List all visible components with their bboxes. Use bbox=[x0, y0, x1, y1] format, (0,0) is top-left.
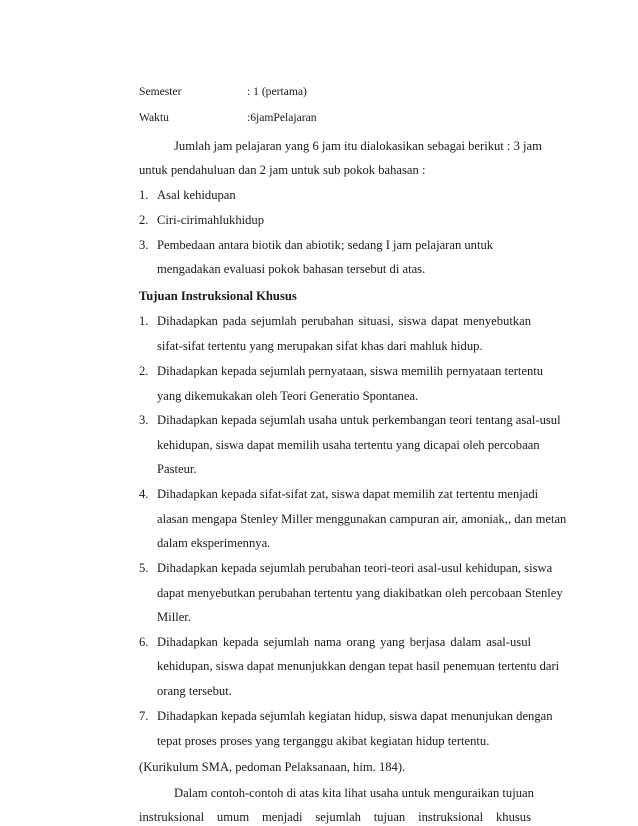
objective-line: Dihadapkan kepada sejumlah perubahan teori-teori asal-usul kehidupan, siswa bbox=[157, 561, 553, 575]
waktu-value: :6jamPelajaran bbox=[247, 111, 317, 124]
objective-number: 4. bbox=[139, 487, 149, 501]
semester-value: : 1 (pertama) bbox=[247, 85, 307, 98]
topic-item: Ciri-cirimahlukhidup bbox=[157, 213, 265, 227]
objective-line: Dihadapkan pada sejumlah perubahan situasi, siswa dapat menyebutkan bbox=[157, 314, 531, 328]
closing-line-2: instruksional umum menjadi sejumlah tujuan instruksional khusus bbox=[139, 810, 531, 824]
objective-number: 5. bbox=[139, 561, 149, 575]
objective-number: 1. bbox=[139, 314, 149, 328]
intro-line-2: untuk pendahuluan dan 2 jam untuk sub pokok bahasan : bbox=[139, 163, 426, 177]
citation: (Kurikulum SMA, pedoman Pelaksanaan, him. 184). bbox=[139, 760, 406, 774]
topic-number: 2. bbox=[139, 213, 149, 227]
objective-line: dapat menyebutkan perubahan tertentu yang diakibatkan oleh percobaan Stenley bbox=[157, 586, 563, 600]
objective-line: kehidupan, siswa dapat menunjukkan dengan tepat hasil penemuan tertentu dari bbox=[157, 659, 560, 673]
objective-line: dalam eksperimennya. bbox=[157, 536, 271, 550]
objective-line: Miller. bbox=[157, 610, 191, 624]
topic-item-continuation: mengadakan evaluasi pokok bahasan tersebut di atas. bbox=[157, 262, 426, 276]
objective-line: yang dikemukakan oleh Teori Generatio Spontanea. bbox=[157, 389, 419, 403]
topic-number: 1. bbox=[139, 188, 149, 202]
objective-line: Dihadapkan kepada sejumlah nama orang yang berjasa dalam asal-usul bbox=[157, 635, 531, 649]
objective-number: 2. bbox=[139, 364, 149, 378]
objective-line: tepat proses proses yang terganggu akibat kegiatan hidup tertentu. bbox=[157, 734, 490, 748]
objective-line: Dihadapkan kepada sejumlah pernyataan, siswa memilih pernyataan tertentu bbox=[157, 364, 544, 378]
objective-number: 7. bbox=[139, 709, 149, 723]
objective-number: 3. bbox=[139, 413, 149, 427]
waktu-label: Waktu bbox=[139, 111, 169, 124]
topic-item: Asal kehidupan bbox=[157, 188, 236, 202]
intro-line-1: Jumlah jam pelajaran yang 6 jam itu dialokasikan sebagai berikut : 3 jam bbox=[174, 139, 542, 153]
topic-item: Pembedaan antara biotik dan abiotik; sedang I jam pelajaran untuk bbox=[157, 238, 494, 252]
objective-line: Dihadapkan kepada sejumlah kegiatan hidup, siswa dapat menunjukan dengan bbox=[157, 709, 553, 723]
section-heading: Tujuan Instruksional Khusus bbox=[139, 289, 297, 303]
objective-line: alasan mengapa Stenley Miller menggunakan campuran air, amoniak,, dan metan bbox=[157, 512, 567, 526]
semester-label: Semester bbox=[139, 85, 182, 98]
objective-line: sifat-sifat tertentu yang merupakan sifat khas dari mahluk hidup. bbox=[157, 339, 483, 353]
objective-number: 6. bbox=[139, 635, 149, 649]
topic-number: 3. bbox=[139, 238, 149, 252]
objective-line: Dihadapkan kepada sifat-sifat zat, siswa dapat memilih zat tertentu menjadi bbox=[157, 487, 539, 501]
closing-line-1: Dalam contoh-contoh di atas kita lihat usaha untuk menguraikan tujuan bbox=[174, 786, 534, 800]
objective-line: Dihadapkan kepada sejumlah usaha untuk perkembangan teori tentang asal-usul bbox=[157, 413, 561, 427]
objective-line: Pasteur. bbox=[157, 462, 197, 476]
objective-line: orang tersebut. bbox=[157, 684, 232, 698]
objective-line: kehidupan, siswa dapat memilih usaha tertentu yang dicapai oleh percobaan bbox=[157, 438, 540, 452]
